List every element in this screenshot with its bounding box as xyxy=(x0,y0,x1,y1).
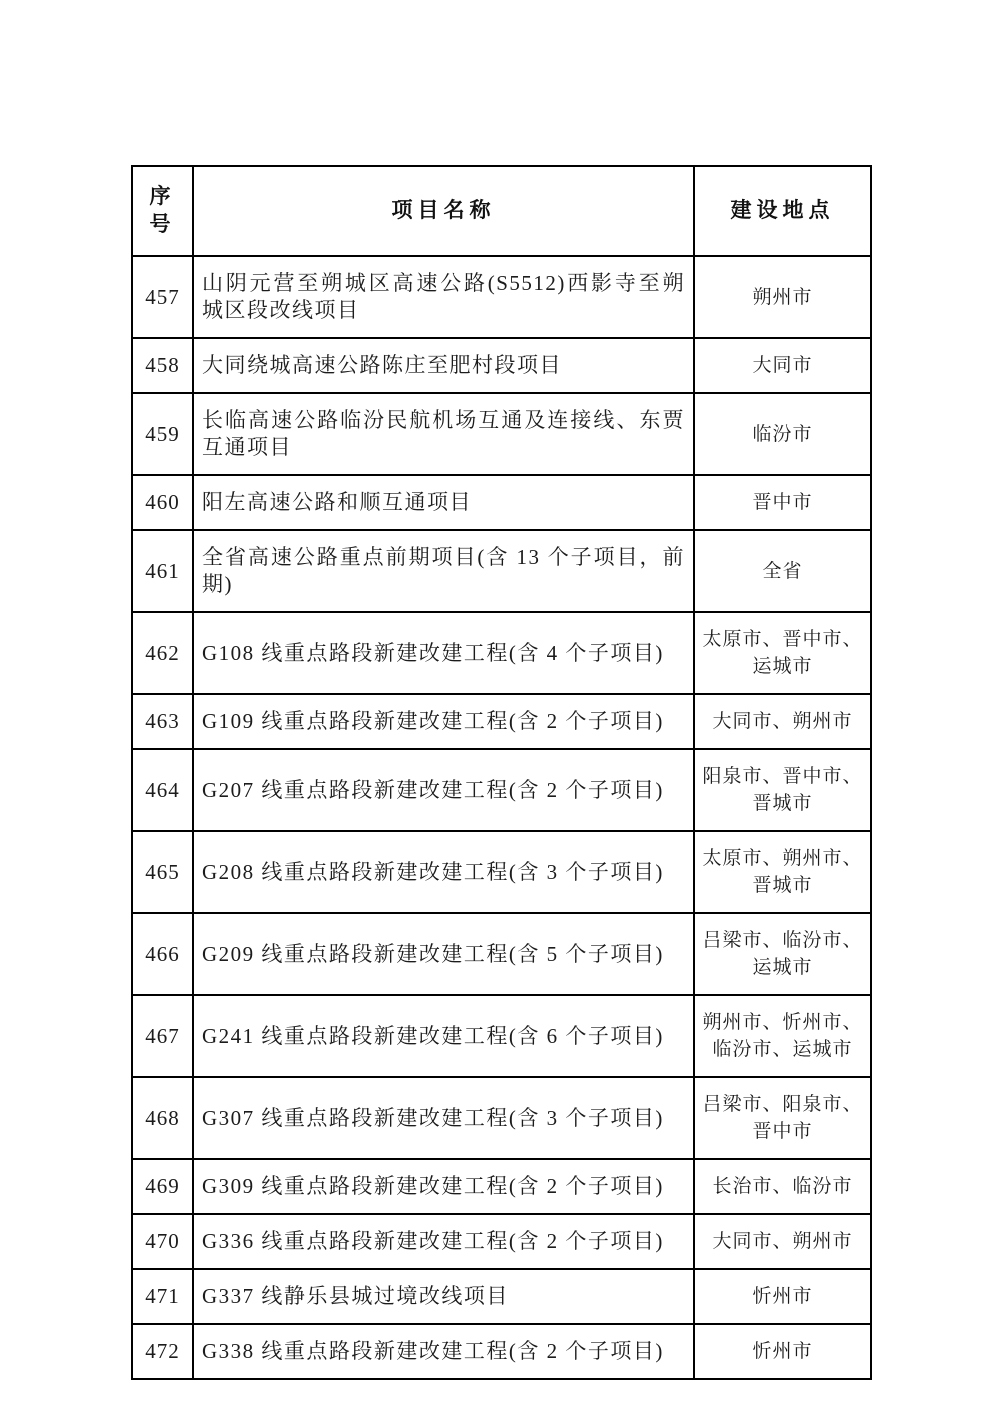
project-name: G307 线重点路段新建改建工程(含 3 个子项目) xyxy=(193,1077,694,1159)
construction-location: 阳泉市、晋中市、晋城市 xyxy=(694,749,871,831)
construction-location: 朔州市 xyxy=(694,256,871,338)
table-row xyxy=(132,995,871,1077)
table-row xyxy=(132,1214,871,1269)
construction-location: 大同市、朔州市 xyxy=(694,1214,871,1269)
project-name: G241 线重点路段新建改建工程(含 6 个子项目) xyxy=(193,995,694,1077)
construction-location: 大同市 xyxy=(694,338,871,393)
serial-number: 464 xyxy=(132,749,193,831)
project-name: G309 线重点路段新建改建工程(含 2 个子项目) xyxy=(193,1159,694,1214)
project-name: G338 线重点路段新建改建工程(含 2 个子项目) xyxy=(193,1324,694,1379)
serial-number: 469 xyxy=(132,1159,193,1214)
serial-number: 471 xyxy=(132,1269,193,1324)
project-name: G108 线重点路段新建改建工程(含 4 个子项目) xyxy=(193,612,694,694)
construction-location: 忻州市 xyxy=(694,1269,871,1324)
header-construction-location: 建设地点 xyxy=(694,166,871,256)
table-row xyxy=(132,831,871,913)
table-row xyxy=(132,612,871,694)
project-name: 阳左高速公路和顺互通项目 xyxy=(193,475,694,530)
header-serial-number: 序号 xyxy=(132,166,193,256)
table-row xyxy=(132,1269,871,1324)
table-row xyxy=(132,913,871,995)
construction-location: 晋中市 xyxy=(694,475,871,530)
project-name: 大同绕城高速公路陈庄至肥村段项目 xyxy=(193,338,694,393)
serial-number: 457 xyxy=(132,256,193,338)
table-row xyxy=(132,338,871,393)
construction-location: 朔州市、忻州市、临汾市、运城市 xyxy=(694,995,871,1077)
serial-number: 472 xyxy=(132,1324,193,1379)
construction-location: 太原市、朔州市、晋城市 xyxy=(694,831,871,913)
project-name: G337 线静乐县城过境改线项目 xyxy=(193,1269,694,1324)
project-name: G209 线重点路段新建改建工程(含 5 个子项目) xyxy=(193,913,694,995)
serial-number: 463 xyxy=(132,694,193,749)
table-row xyxy=(132,530,871,612)
project-name: G109 线重点路段新建改建工程(含 2 个子项目) xyxy=(193,694,694,749)
project-name: G207 线重点路段新建改建工程(含 2 个子项目) xyxy=(193,749,694,831)
construction-location: 忻州市 xyxy=(694,1324,871,1379)
serial-number: 465 xyxy=(132,831,193,913)
table-row xyxy=(132,475,871,530)
table-row xyxy=(132,1324,871,1379)
table-row xyxy=(132,1077,871,1159)
table-row xyxy=(132,749,871,831)
project-name: G208 线重点路段新建改建工程(含 3 个子项目) xyxy=(193,831,694,913)
construction-location: 吕梁市、临汾市、运城市 xyxy=(694,913,871,995)
project-name: G336 线重点路段新建改建工程(含 2 个子项目) xyxy=(193,1214,694,1269)
table-header-row xyxy=(132,166,871,256)
table-row xyxy=(132,256,871,338)
project-name: 全省高速公路重点前期项目(含 13 个子项目，前期) xyxy=(193,530,694,612)
serial-number: 462 xyxy=(132,612,193,694)
serial-number: 470 xyxy=(132,1214,193,1269)
construction-location: 太原市、晋中市、运城市 xyxy=(694,612,871,694)
project-name: 长临高速公路临汾民航机场互通及连接线、东贾互通项目 xyxy=(193,393,694,475)
header-project-name: 项目名称 xyxy=(193,166,694,256)
table-row xyxy=(132,393,871,475)
serial-number: 458 xyxy=(132,338,193,393)
table-row xyxy=(132,1159,871,1214)
construction-location: 长治市、临汾市 xyxy=(694,1159,871,1214)
serial-number: 468 xyxy=(132,1077,193,1159)
serial-number: 459 xyxy=(132,393,193,475)
construction-location: 大同市、朔州市 xyxy=(694,694,871,749)
serial-number: 467 xyxy=(132,995,193,1077)
serial-number: 461 xyxy=(132,530,193,612)
project-name: 山阴元营至朔城区高速公路(S5512)西影寺至朔城区段改线项目 xyxy=(193,256,694,338)
construction-location: 全省 xyxy=(694,530,871,612)
construction-location: 吕梁市、阳泉市、晋中市 xyxy=(694,1077,871,1159)
project-table xyxy=(131,165,872,1380)
serial-number: 466 xyxy=(132,913,193,995)
construction-location: 临汾市 xyxy=(694,393,871,475)
table-row xyxy=(132,694,871,749)
serial-number: 460 xyxy=(132,475,193,530)
